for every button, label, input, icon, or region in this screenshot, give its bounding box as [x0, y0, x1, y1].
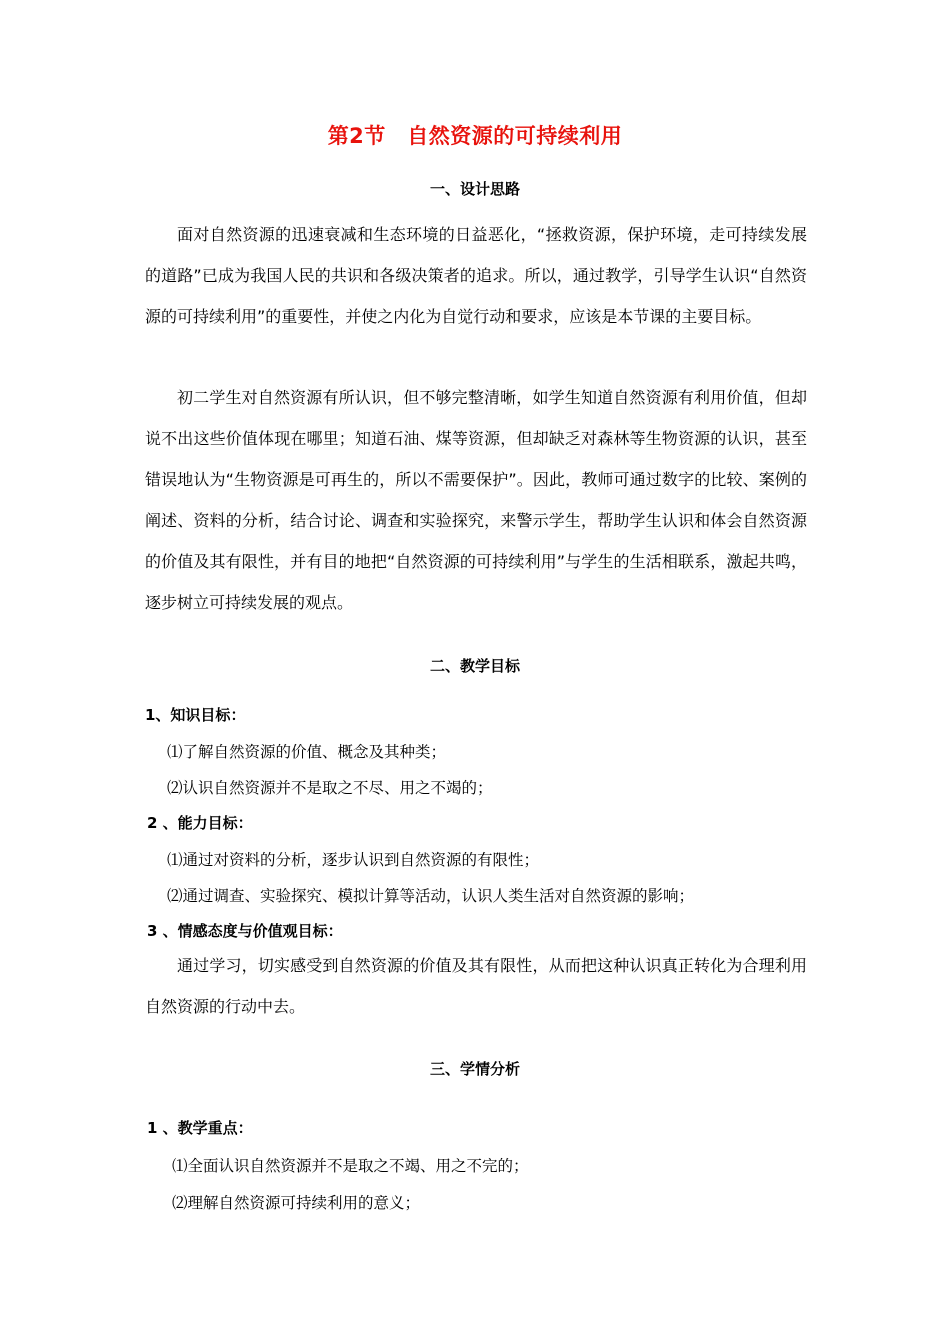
subheading-emotion: 3 、情感态度与价值观目标：	[147, 922, 343, 940]
list-item: ⑵理解自然资源可持续利用的意义；	[172, 1194, 421, 1212]
subheading-key-points: 1 、教学重点：	[147, 1119, 253, 1137]
list-item: ⑵通过调查、实验探究、模拟计算等活动，认识人类生活对自然资源的影响；	[167, 887, 695, 905]
section-heading-analysis: 三、学情分析	[429, 1060, 520, 1078]
section-heading-goals: 二、教学目标	[429, 657, 520, 675]
list-item: ⑴了解自然资源的价值、概念及其种类；	[167, 743, 447, 761]
paragraph-design-2: 初二学生对自然资源有所认识，但不够完整清晰，如学生知道自然资源有利用价值，但却说不出这些价值体现在哪里；知道石油、煤等资源，但却缺乏对森林等生物资源的认识，甚至错误地认为“生物资源是可再生的，所以不需要保护”。因此，教师可通过数字的比较、案例的阐述、资料的分析，结合讨论、调查和实验探究，来警示学生，帮助学生认识和体会自然资源的价值及其有限性，并有目的地把“自然资源的可持续利用”与学生的生活相联系，激起共鸣，逐步树立可持续发展的观点。	[145, 388, 807, 612]
list-item: ⑵认识自然资源并不是取之不尽、用之不竭的；	[167, 779, 493, 797]
section-heading-design: 一、设计思路	[429, 180, 520, 198]
list-item: ⑴全面认识自然资源并不是取之不竭、用之不完的；	[172, 1157, 529, 1175]
list-item: ⑴通过对资料的分析，逐步认识到自然资源的有限性；	[167, 851, 540, 869]
paragraph-design-1: 面对自然资源的迅速衰减和生态环境的日益恶化，“拯救资源，保护环境，走可持续发展的道路”已成为我国人民的共识和各级决策者的追求。所以，通过教学，引导学生认识“自然资源的可持续利用”的重要性，并使之内化为自觉行动和要求，应该是本节课的主要目标。	[145, 225, 807, 326]
subheading-ability: 2 、能力目标：	[147, 814, 253, 832]
subheading-knowledge: 1、知识目标：	[145, 706, 246, 724]
paragraph-emotion: 通过学习，切实感受到自然资源的价值及其有限性，从而把这种认识真正转化为合理利用自然资源的行动中去。	[145, 956, 807, 1016]
document-title: 第2节 自然资源的可持续利用	[327, 124, 623, 148]
